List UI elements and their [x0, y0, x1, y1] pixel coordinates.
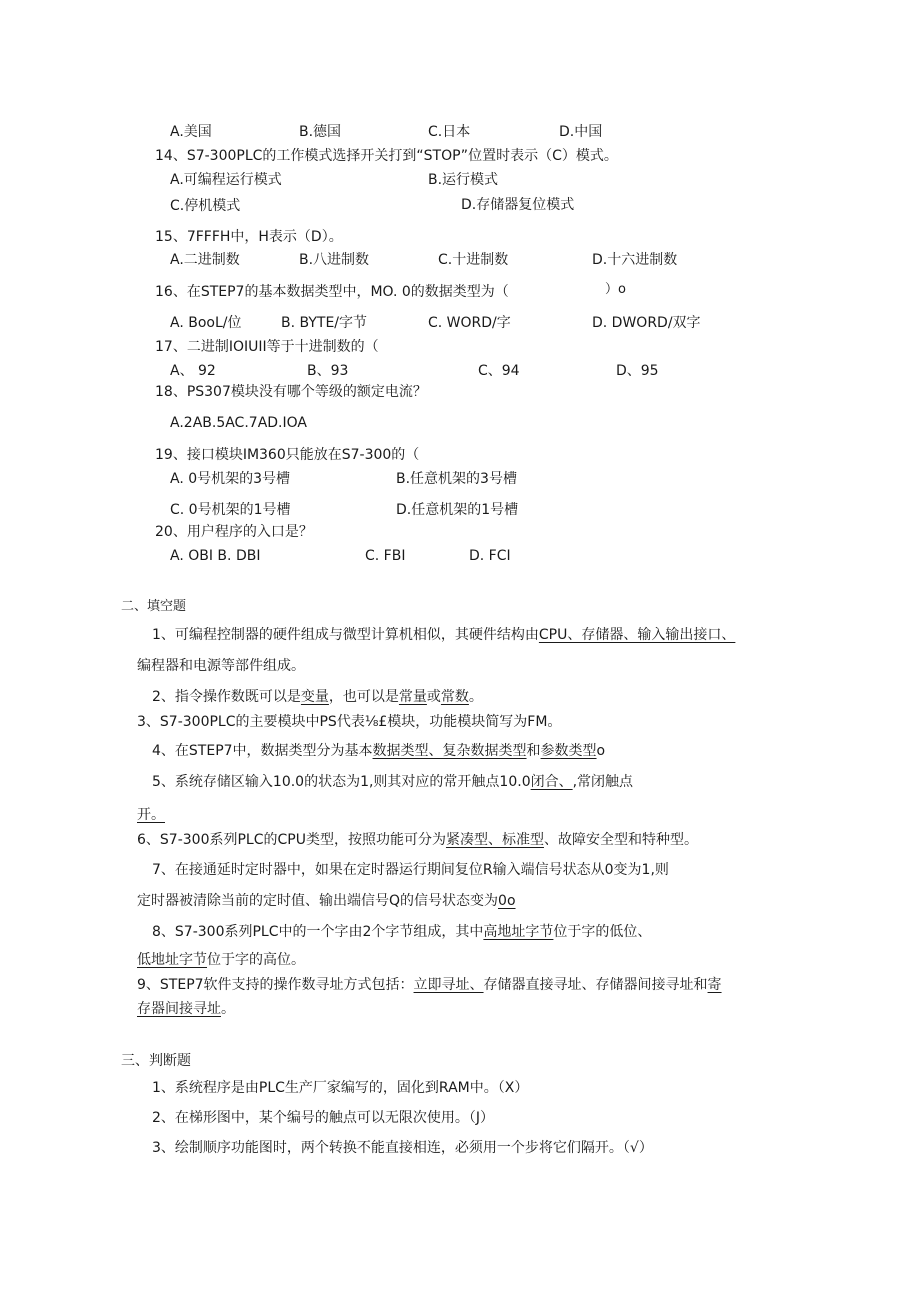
q20-option-c: C. FBI — [365, 548, 406, 564]
q15-option-b: B.八进制数 — [299, 252, 370, 268]
fill-2-answer-1: 变量 — [300, 689, 329, 705]
q14-option-c: C.停机模式 — [170, 198, 241, 214]
fill-9-text-end: 。 — [221, 1001, 235, 1017]
q17-option-d: D、95 — [616, 363, 659, 379]
fill-4-answer-2: 参数类型 — [540, 743, 597, 759]
fill-4-text-and: 和 — [526, 743, 541, 759]
fill-item-8-line2 — [137, 951, 305, 969]
q15-stem: 15、7FFFH中，H表示（D）。 — [155, 229, 343, 245]
q17-option-c: C、94 — [478, 363, 520, 379]
q13-option-c: C.日本 — [428, 124, 471, 140]
fill-item-7: 7、在接通延时定时器中，如果在定时器运行期间复位R输入端信号状态从0变为1,则 — [152, 862, 669, 878]
fill-item-2 — [152, 688, 483, 706]
fill-1-answer: CPU、存储器、输入输出接口、 — [538, 627, 736, 643]
fill-item-5 — [152, 773, 633, 791]
fill-4-text-end: o — [596, 743, 606, 759]
fill-6-text-end: 、故障安全型和特种型。 — [543, 832, 698, 848]
fill-6-text: 6、S7-300系列PLC的CPU类型，按照功能可分为 — [137, 832, 446, 848]
q14-option-d: D.存储器复位模式 — [461, 197, 575, 213]
q13-option-a: A.美国 — [170, 124, 212, 140]
fill-item-4 — [152, 742, 605, 760]
q19-option-b: B.任意机架的3号槽 — [396, 471, 517, 487]
fill-7-answer: 0o — [498, 893, 516, 909]
q15-option-a: A.二进制数 — [170, 252, 240, 268]
fill-5-text: 5、系统存储区输入10.0的状态为1,则其对应的常开触点10.0 — [152, 774, 531, 790]
fill-9-text: 9、STEP7软件支持的操作数寻址方式包括： — [137, 977, 414, 993]
fill-8-text-end: 位于字的低位、 — [553, 924, 652, 940]
fill-item-9 — [137, 976, 722, 994]
fill-5-answer: 闭合、 — [530, 774, 573, 790]
q19-stem: 19、接口模块IM360只能放在S7-300的（ — [155, 447, 420, 463]
fill-8-text: 8、S7-300系列PLC中的一个字由2个字节组成，其中 — [152, 924, 484, 940]
fill-8-text-end2: 位于字的高位。 — [207, 952, 305, 968]
q15-option-d: D.十六进制数 — [592, 252, 678, 268]
q16-stem-tail: ）o — [605, 282, 626, 297]
fill-9-text-mid: 存储器直接寻址、存储器间接寻址和 — [483, 977, 708, 993]
q19-option-d: D.任意机架的1号槽 — [396, 502, 519, 518]
q17-option-a: A、 92 — [170, 363, 216, 379]
q16-option-c: C. WORD/字 — [428, 315, 511, 331]
fill-2-text-end: 。 — [468, 689, 483, 705]
judge-item-2: 2、在梯形图中，某个编号的触点可以无限次使用。（J） — [152, 1110, 495, 1126]
q13-option-b: B.德国 — [299, 124, 342, 140]
fill-2-text-mid: ，也可以是 — [328, 689, 399, 705]
fill-2-text: 2、指令操作数既可以是 — [152, 689, 301, 705]
fill-1-text: 1、可编程控制器的硬件组成与微型计算机相似，其硬件结构由 — [152, 627, 539, 643]
q19-option-c: C. 0号机架的1号槽 — [170, 502, 291, 518]
judge-item-1: 1、系统程序是由PLC生产厂家编写的，固化到RAM中。（X） — [152, 1080, 529, 1096]
fill-item-8 — [152, 923, 651, 941]
fill-6-answer: 紧凑型、标准型 — [445, 832, 544, 848]
fill-9-answer-3: 存器间接寻址 — [137, 1001, 221, 1017]
q14-stem: 14、S7-300PLC的工作模式选择开关打到“STOP”位置时表示（C）模式。 — [155, 148, 618, 164]
fill-4-answer-1: 数据类型、复杂数据类型 — [372, 743, 527, 759]
fill-heading: 二、填空题 — [121, 599, 187, 614]
fill-2-text-or: 或 — [426, 689, 441, 705]
q16-option-d: D. DWORD/双字 — [592, 315, 701, 331]
fill-9-answer-1: 立即寻址、 — [413, 977, 484, 993]
fill-8-answer-1: 高地址字节 — [483, 924, 554, 940]
q17-option-b: B、93 — [307, 363, 349, 379]
judge-heading: 三、判断题 — [121, 1053, 191, 1069]
q14-option-a: A.可编程运行模式 — [170, 172, 282, 188]
q19-option-a: A. 0号机架的3号槽 — [170, 471, 291, 487]
q20-option-d: D. FCI — [469, 548, 511, 564]
fill-item-6 — [137, 831, 698, 849]
fill-2-answer-3: 常数 — [440, 689, 469, 705]
fill-2-answer-2: 常量 — [398, 689, 427, 705]
q14-option-b: B.运行模式 — [428, 172, 499, 188]
q16-option-a: A. BooL/位 — [170, 315, 242, 331]
q20-option-ab: A. OBI B. DBI — [170, 548, 261, 564]
fill-9-answer-2: 寄 — [707, 977, 722, 993]
fill-5-text-end: ,常闭触点 — [572, 774, 634, 790]
q20-stem: 20、用户程序的入口是？ — [155, 524, 313, 540]
fill-item-3: 3、S7-300PLC的主要模块中PS代表⅛£模块，功能模块简写为FM。 — [137, 714, 562, 730]
fill-item-7-line2 — [137, 892, 516, 910]
q18-stem: 18、PS307模块没有哪个等级的额定电流？ — [155, 384, 427, 400]
fill-item-1 — [152, 626, 735, 644]
fill-item-5-line2: 开。 — [137, 807, 165, 823]
q13-option-d: D.中国 — [559, 124, 603, 140]
fill-item-9-line2 — [137, 1000, 235, 1018]
fill-item-1-line2: 编程器和电源等部件组成。 — [137, 658, 305, 674]
fill-7-text: 定时器被清除当前的定时值、输出端信号Q的信号状态变为 — [137, 893, 499, 909]
q18-options: A.2AB.5AC.7AD.IOA — [170, 415, 307, 431]
q15-option-c: C.十进制数 — [438, 252, 509, 268]
q16-option-b: B. BYTE/字节 — [281, 315, 368, 331]
fill-8-answer-2: 低地址字节 — [137, 952, 207, 968]
fill-4-text: 4、在STEP7中，数据类型分为基本 — [152, 743, 373, 759]
q16-stem: 16、在STEP7的基本数据类型中，MO. 0的数据类型为（ — [155, 284, 509, 300]
q17-stem: 17、二进制IOIUII等于十进制数的（ — [155, 339, 379, 355]
judge-item-3: 3、绘制顺序功能图时，两个转换不能直接相连，必须用一个步将它们隔开。（√） — [152, 1140, 653, 1156]
